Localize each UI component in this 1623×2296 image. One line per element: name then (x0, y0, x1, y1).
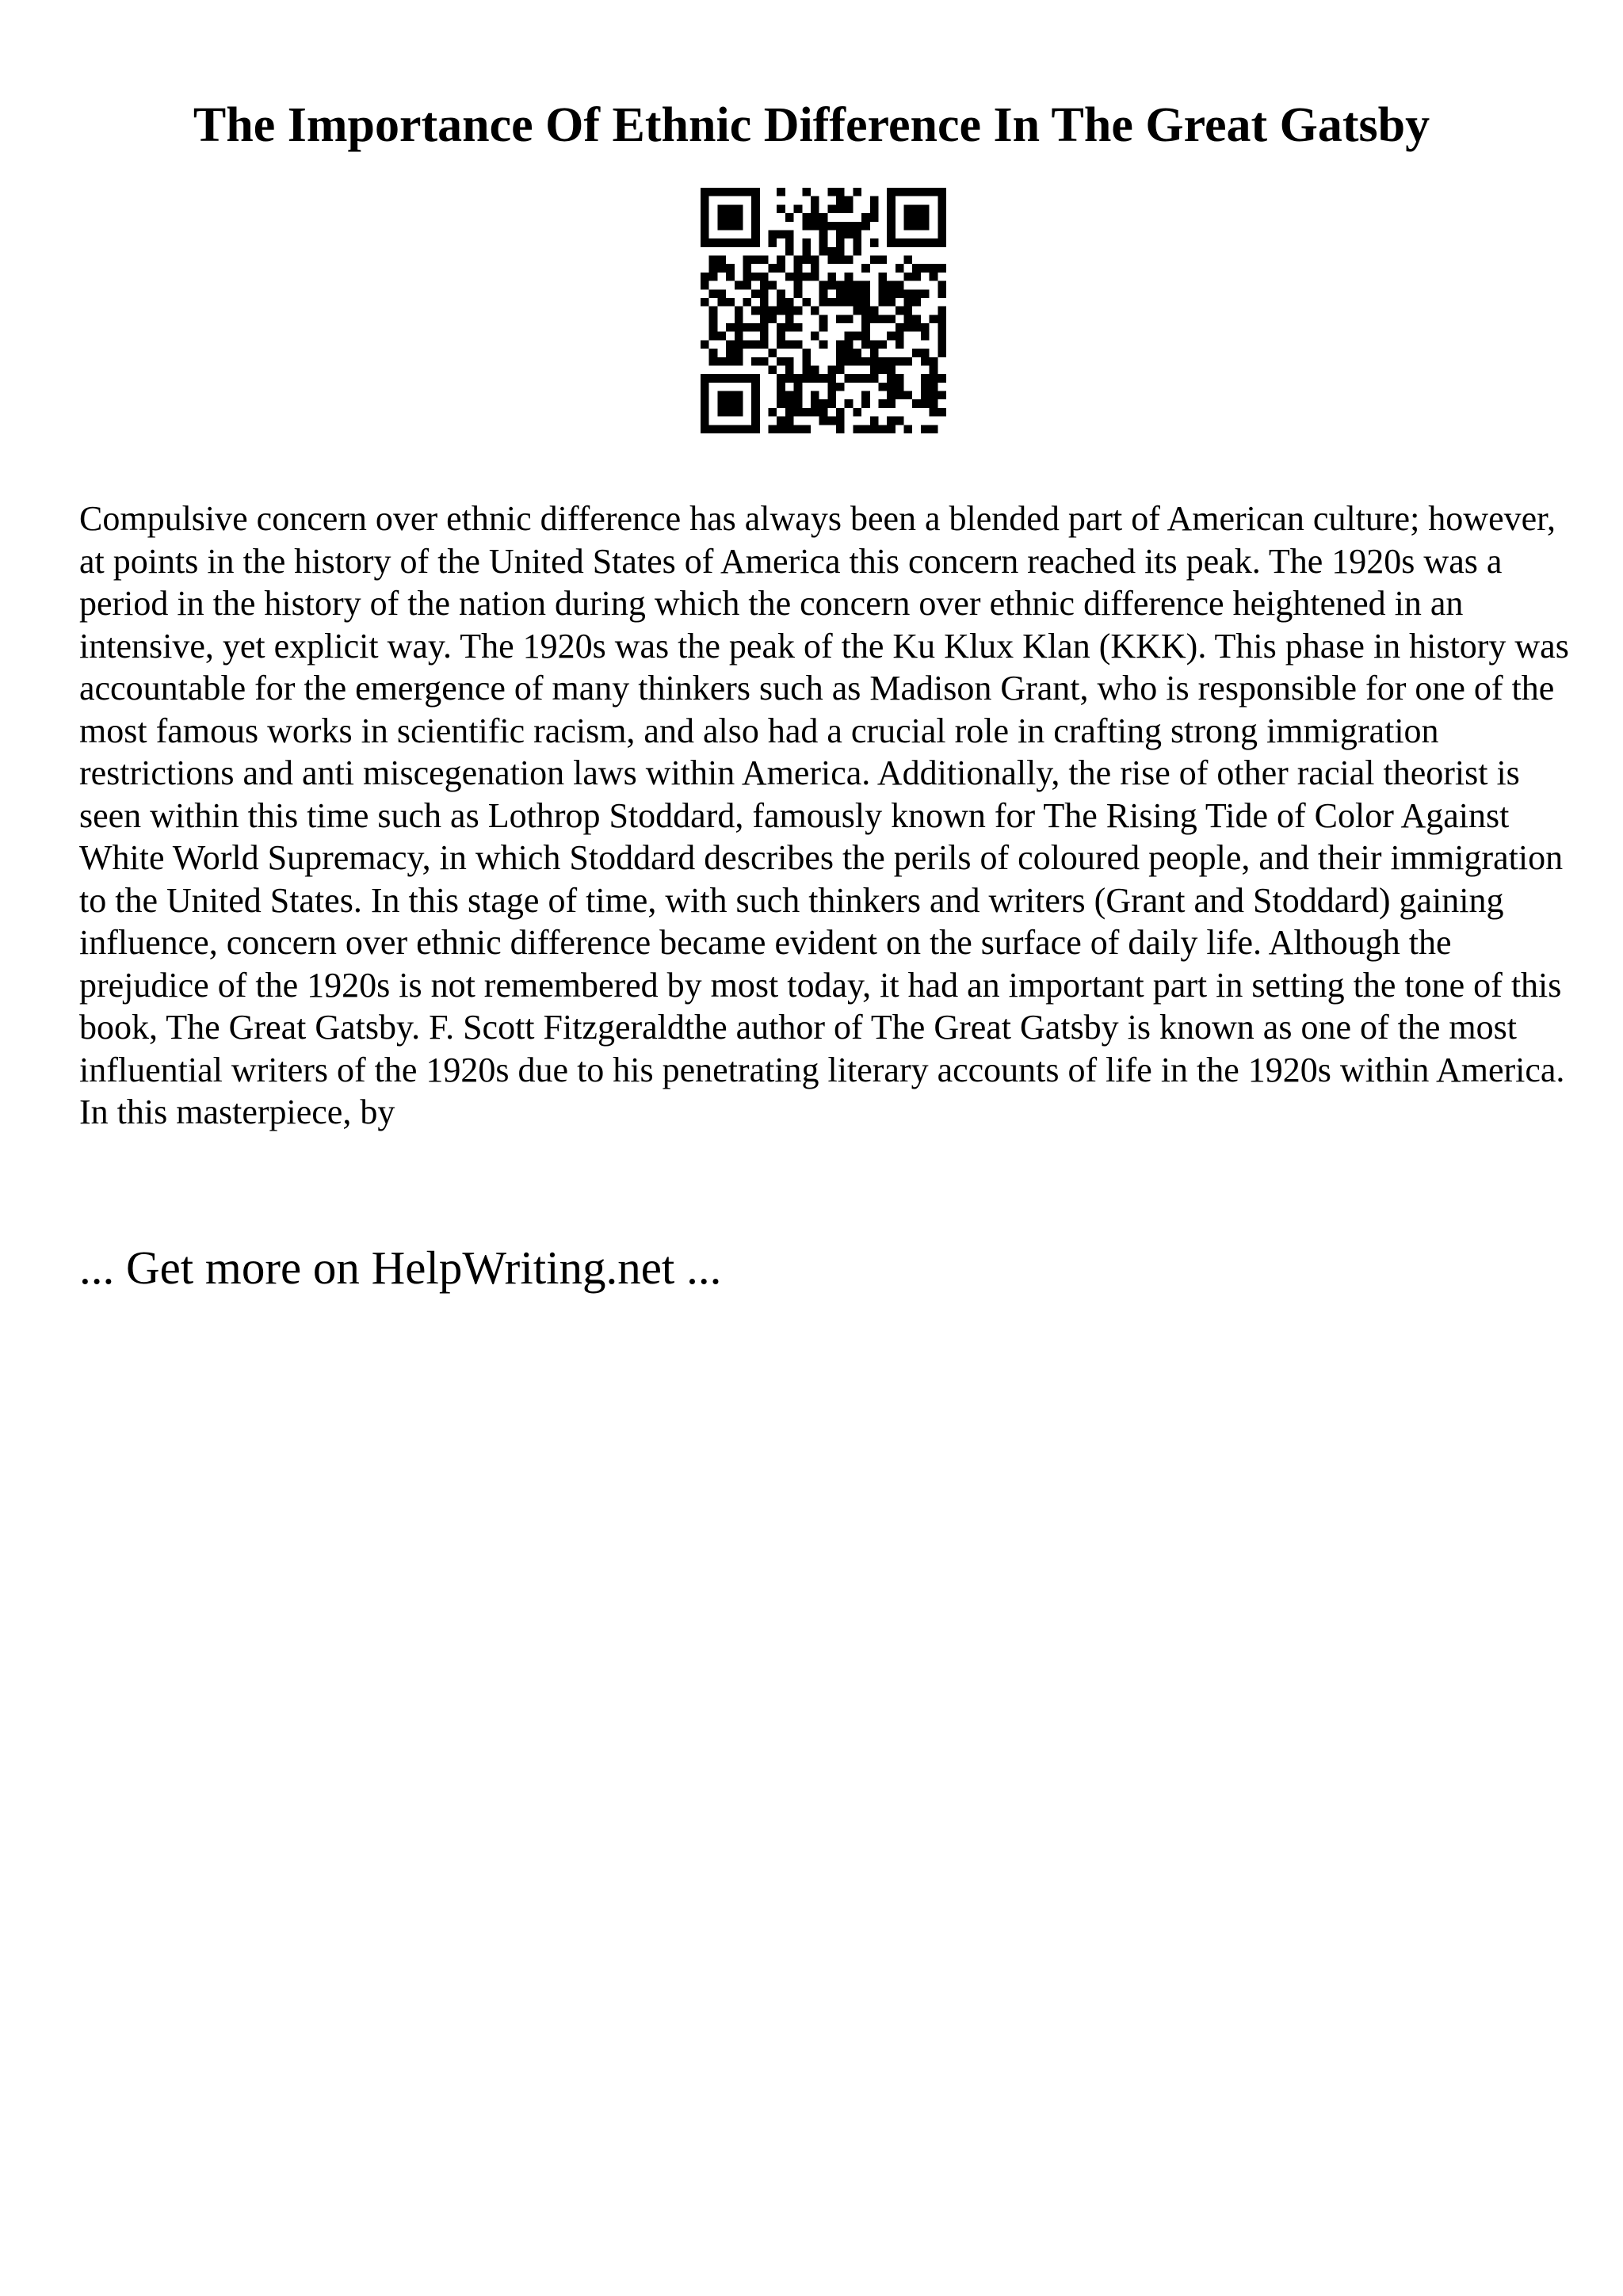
document-title: The Importance Of Ethnic Difference In The Great Gatsby (193, 98, 1430, 152)
body-paragraph: Compulsive concern over ethnic difference has always been a blended part of American culture; however, at points in the history of the United States of America this concern reached its peak. The 1920s was a period in the history of the nation during which the concern over ethnic difference heightened in an intensive, yet explicit way. The 1920s was the peak of the Ku Klux Klan (KKK). This phase in history was accountable for the emergence of many thinkers such as Madison Grant, who is responsible for one of the most famous works in scientific racism, and also had a crucial role in crafting strong immigration restrictions and anti miscegenation laws within America. Additionally, the rise of other racial theorist is seen within this time such as Lothrop Stoddard, famously known for The Rising Tide of Color Against White World Supremacy, in which Stoddard describes the perils of coloured people, and their immigration to the United States. In this stage of time, with such thinkers and writers (Grant and Stoddard) gaining influence, concern over ethnic difference became evident on the surface of daily life. Although the prejudice of the 1920s is not remembered by most today, it had an important part in setting the tone of this book, The Great Gatsby. F. Scott Fitzgeraldthe author of The Great Gatsby is known as one of the most influential writers of the 1920s due to his penetrating literary accounts of life in the 1920s within America. In this masterpiece, by (79, 499, 1569, 1131)
get-more-link[interactable]: ... Get more on HelpWriting.net ... (79, 1241, 722, 1294)
qr-code-icon (701, 188, 946, 433)
